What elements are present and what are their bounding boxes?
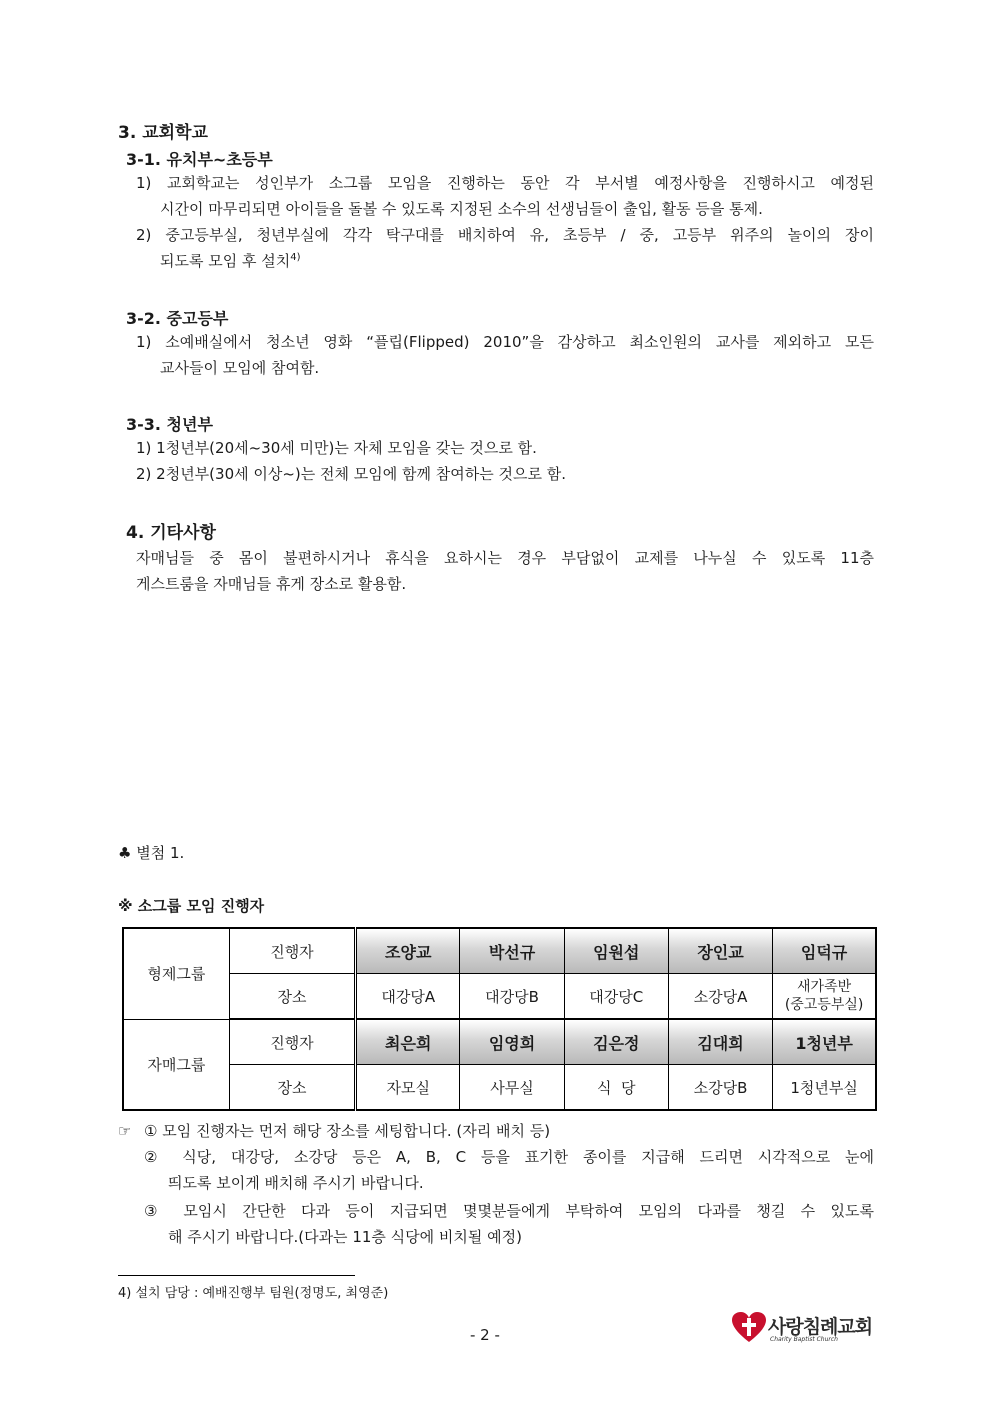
section-4-body: [136, 545, 874, 605]
section-3-1-title: 3-1. 유치부~초등부: [126, 150, 273, 169]
item-3-3-1: 1) 1청년부(20세~30세 미만)는 자체 모임을 갖는 것으로 함.: [136, 439, 537, 457]
leader-cell: 임원섭: [564, 928, 668, 974]
footnote-ref[interactable]: 4): [290, 252, 301, 263]
place-cell: 식 당: [564, 1065, 668, 1111]
leader-cell: 김대희: [668, 1019, 772, 1065]
leaders-table: [122, 927, 877, 1111]
table-row: [123, 1019, 876, 1065]
notes-block: [118, 1118, 878, 1258]
leader-label-cell: 진행자: [229, 928, 355, 974]
section-3-2-body: [136, 329, 874, 389]
leader-label-cell: 진행자: [229, 1019, 355, 1065]
place-cell-line1: 새가족반: [797, 979, 852, 995]
place-cell: 대강당A: [356, 974, 460, 1020]
leader-cell: 박선규: [460, 928, 564, 974]
leader-cell: 1청년부: [773, 1019, 876, 1065]
table-row: [123, 1065, 876, 1111]
footnote: 4) 설치 담당 : 예배진행부 팀원(정명도, 최영준): [118, 1286, 389, 1301]
place-cell: 자모실: [356, 1065, 460, 1111]
note-2-line1: ② 식당, 대강당, 소강당 등은 A, B, C 등을 표기한 종이를 지급해 드리면 시각적으로 눈에: [144, 1148, 874, 1166]
table-row: [123, 974, 876, 1020]
attachment-label: ♣ 별첨 1.: [118, 844, 185, 862]
note-3-line1: ③ 모임시 간단한 다과 등이 지급되면 몇몇분들에게 부탁하여 모임의 다과를 챙길 수 있도록: [144, 1202, 874, 1220]
item-3-1-1-line1: 1) 교회학교는 성인부가 소그룹 모임을 진행하는 동안 각 부서별 예정사항을 진행하시고 예정된: [136, 174, 874, 192]
item-3-1-2-line2: [160, 248, 874, 274]
heart-cross-icon: [732, 1312, 766, 1344]
group-cell-sisters: 자매그룹: [123, 1019, 229, 1110]
page-number: - 2 -: [470, 1326, 500, 1344]
note-3-line2: 해 주시기 바랍니다.(다과는 11층 식당에 비치될 예정): [168, 1228, 522, 1246]
item-3-1-1-line2: 시간이 마무리되면 아이들을 돌볼 수 있도록 지정된 소수의 선생님들이 출입, 활동 등을 통제.: [160, 200, 763, 218]
section-3-3-body: [136, 435, 874, 495]
place-cell: 1청년부실: [773, 1065, 876, 1111]
leader-cell: 임영희: [460, 1019, 564, 1065]
section-3-title: 3. 교회학교: [118, 123, 208, 143]
place-cell: 사무실: [460, 1065, 564, 1111]
leader-cell: 최은희: [356, 1019, 460, 1065]
section-3-2-title: 3-2. 중고등부: [126, 309, 229, 328]
section-3-3-title: 3-3. 청년부: [126, 415, 213, 434]
note-1: ① 모임 진행자는 먼저 해당 장소를 세팅합니다. (자리 배치 등): [144, 1122, 551, 1140]
leader-cell: 임덕규: [773, 928, 876, 974]
leader-cell: 조양교: [356, 928, 460, 974]
group-cell-brothers: 형제그룹: [123, 928, 229, 1019]
place-label-cell: 장소: [229, 1065, 355, 1111]
footnote-divider: [118, 1275, 355, 1276]
logo-name: 사랑침례교회: [768, 1316, 873, 1338]
logo-subtitle: Charity Baptist Church: [770, 1336, 838, 1343]
section-4-line1: 자매님들 중 몸이 불편하시거나 휴식을 요하시는 경우 부담없이 교제를 나누실 수 있도록 11층: [136, 549, 874, 567]
note-2-line2: 띄도록 보이게 배치해 주시기 바랍니다.: [168, 1174, 424, 1192]
section-3-1-body: [136, 170, 874, 290]
table-row: [123, 928, 876, 974]
leader-cell: 김은정: [564, 1019, 668, 1065]
church-logo: [732, 1312, 877, 1348]
section-4-line2: 게스트룸을 자매님들 휴게 장소로 활용함.: [136, 575, 407, 593]
place-cell: 소강당B: [668, 1065, 772, 1111]
leader-cell: 장인교: [668, 928, 772, 974]
item-3-3-2: 2) 2청년부(30세 이상~)는 전체 모임에 함께 참여하는 것으로 함.: [136, 465, 566, 483]
place-cell: [773, 974, 876, 1020]
place-cell: 소강당A: [668, 974, 772, 1020]
item-3-1-2-line1: 2) 중고등부실, 청년부실에 각각 탁구대를 배치하여 유, 초등부 / 중, 고등부 위주의 놀이의 장이: [136, 226, 874, 244]
place-cell: 대강당C: [564, 974, 668, 1020]
table-title: ※ 소그룹 모임 진행자: [118, 897, 265, 915]
item-3-2-1-line2: 교사들이 모임에 참여함.: [160, 359, 320, 377]
pointer-icon: ☞: [118, 1122, 132, 1140]
item-3-1-2-text: 되도록 모임 후 설치: [160, 252, 291, 270]
section-4-title: 4. 기타사항: [126, 523, 216, 543]
place-cell: 대강당B: [460, 974, 564, 1020]
place-label-cell: 장소: [229, 974, 355, 1020]
place-cell-line2: (중고등부실): [784, 997, 864, 1013]
item-3-2-1-line1: 1) 소예배실에서 청소년 영화 “플립(Flipped) 2010”을 감상하고 최소인원의 교사를 제외하고 모든: [136, 333, 874, 351]
